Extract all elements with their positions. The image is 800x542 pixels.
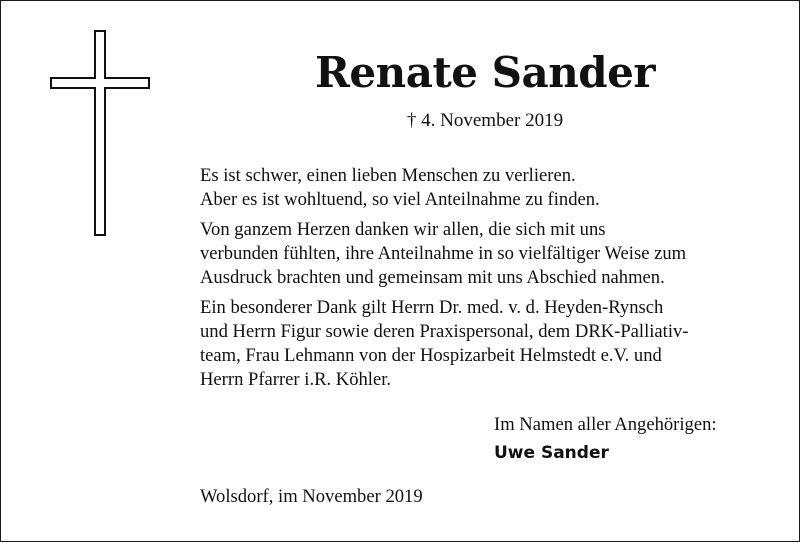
signer-name: Uwe Sander <box>494 443 609 463</box>
text-line: team, Frau Lehmann von der Hospizarbeit Helmstedt e.V. und <box>200 345 662 366</box>
place-and-date: Wolsdorf, im November 2019 <box>200 486 423 507</box>
text-line: Ausdruck brachten und gemeinsam mit uns Abschied nahmen. <box>200 267 665 288</box>
paragraph-special-thanks <box>200 296 780 392</box>
paragraph-thanks <box>200 218 780 290</box>
deceased-name: Renate Sander <box>315 48 655 97</box>
text-line: verbunden fühlten, ihre Anteilnahme in so vielfältiger Weise zum <box>200 243 687 264</box>
closing-line: Im Namen aller Angehörigen: <box>494 414 717 435</box>
text-line: und Herrn Figur sowie deren Praxispersonal, dem DRK-Palliativ- <box>200 321 689 342</box>
paragraph-consolation <box>200 164 780 212</box>
text-line: Herrn Pfarrer i.R. Köhler. <box>200 369 392 390</box>
text-line: Von ganzem Herzen danken wir allen, die sich mit uns <box>200 219 606 240</box>
text-line: Aber es ist wohltuend, so viel Anteilnahme zu finden. <box>200 189 600 210</box>
text-line: Es ist schwer, einen lieben Menschen zu verlieren. <box>200 165 576 186</box>
thanks-text <box>200 164 780 398</box>
death-date: † 4. November 2019 <box>406 110 564 131</box>
text-line: Ein besonderer Dank gilt Herrn Dr. med. v. d. Heyden-Rynsch <box>200 297 664 318</box>
cross-icon <box>50 30 150 236</box>
